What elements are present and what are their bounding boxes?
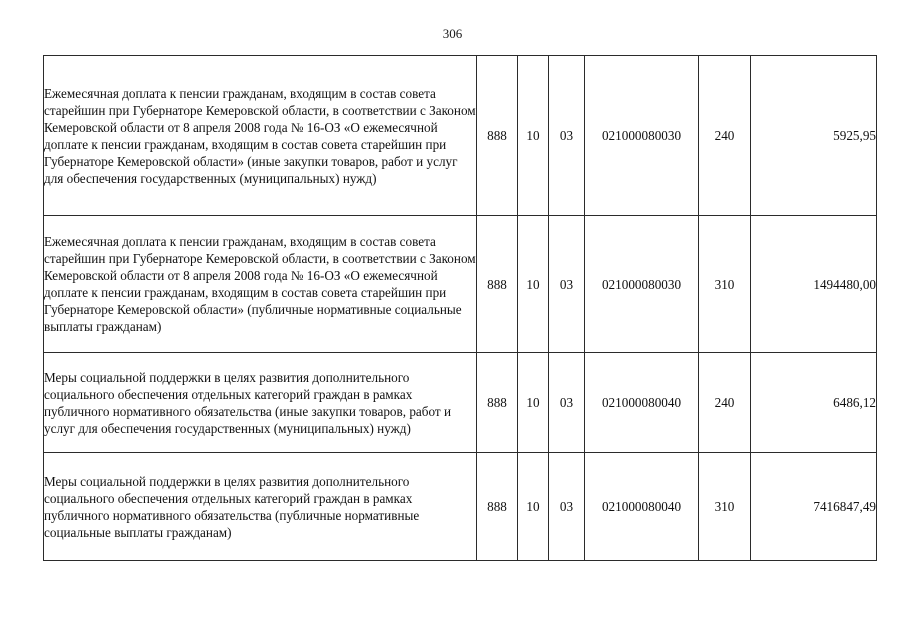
expense-kind-cell: 310 <box>699 453 751 561</box>
subsection-cell: 03 <box>549 353 585 453</box>
chief-administrator-cell: 888 <box>477 216 518 353</box>
table-row <box>44 453 877 561</box>
expense-name-text: Меры социальной поддержки в целях развития дополнительного социального обеспечения отдельных категорий граждан в рамках публичного нормативного обязательства (публичные нормативные социальные выплаты гражданам) <box>44 473 420 540</box>
expense-kind-cell: 240 <box>699 56 751 216</box>
budget-table-container <box>43 55 876 561</box>
amount-cell: 5925,95 <box>751 56 877 216</box>
table-row <box>44 353 877 453</box>
expense-name-text: Меры социальной поддержки в целях развития дополнительного социального обеспечения отдельных категорий граждан в рамках публичного нормативного обязательства (иные закупки товаров, работ и услуг для обеспечения государственных (муниципальных) нужд) <box>44 369 452 436</box>
chief-administrator-cell: 888 <box>477 453 518 561</box>
expense-kind-cell: 310 <box>699 216 751 353</box>
amount-cell: 1494480,00 <box>751 216 877 353</box>
subsection-cell: 03 <box>549 453 585 561</box>
amount-cell: 7416847,49 <box>751 453 877 561</box>
section-cell: 10 <box>518 56 549 216</box>
page-number: 306 <box>442 26 463 41</box>
section-cell: 10 <box>518 216 549 353</box>
chief-administrator-cell: 888 <box>477 353 518 453</box>
section-cell: 10 <box>518 453 549 561</box>
chief-administrator-cell: 888 <box>477 56 518 216</box>
target-article-cell: 021000080030 <box>585 216 699 353</box>
subsection-cell: 03 <box>549 56 585 216</box>
budget-table-body <box>44 56 877 561</box>
section-cell: 10 <box>518 353 549 453</box>
expense-name-cell <box>44 453 477 561</box>
expense-name-text: Ежемесячная доплата к пенсии гражданам, входящим в состав совета старейшин при Губернаторе Кемеровской области, в соответствии с Законом Кемеровской области от 8 апреля 2008 года № 16-ОЗ «О ежемесячной доплате к пенсии гражданам, входящим в состав совета старейшин при Губернаторе Кемеровской области» (публичные нормативные социальные выплаты гражданам) <box>44 234 476 334</box>
budget-table <box>43 55 877 561</box>
expense-name-cell <box>44 353 477 453</box>
target-article-cell: 021000080030 <box>585 56 699 216</box>
expense-kind-cell: 240 <box>699 353 751 453</box>
subsection-cell: 03 <box>549 216 585 353</box>
table-row <box>44 216 877 353</box>
table-row <box>44 56 877 216</box>
target-article-cell: 021000080040 <box>585 353 699 453</box>
amount-cell: 6486,12 <box>751 353 877 453</box>
expense-name-text: Ежемесячная доплата к пенсии гражданам, входящим в состав совета старейшин при Губернаторе Кемеровской области, в соответствии с Законом Кемеровской области от 8 апреля 2008 года № 16-ОЗ «О ежемесячной доплате к пенсии гражданам, входящим в состав совета старейшин при Губернаторе Кемеровской области» (иные закупки товаров, работ и услуг для обеспечения государственных (муниципальных) нужд) <box>44 85 476 186</box>
target-article-cell: 021000080040 <box>585 453 699 561</box>
expense-name-cell <box>44 56 477 216</box>
expense-name-cell <box>44 216 477 353</box>
